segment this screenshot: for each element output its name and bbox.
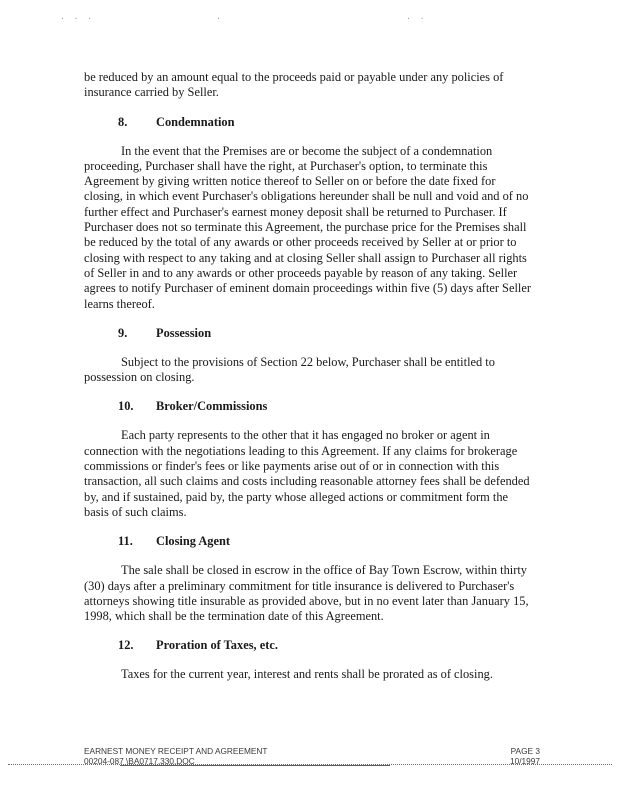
section-number: 11. — [118, 534, 133, 549]
section-paragraph: In the event that the Premises are or become the subject of a condemnation proceeding, Purchaser shall have the right, at Purchaser's option, to terminate this Agreement by giving written notice thereof to Seller on or before the date fixed for closing, in which event Purchaser's obligations hereunder shall be null and void and of no further effect and Purchaser's earnest money deposit shall be returned to Purchaser. If Purchaser does not so terminate this Agreement, the purchase price for the Premises shall be reduced by the total of any awards or other proceeds received by Seller at or prior to closing with respect to any taking and at closing Seller shall assign to Purchaser all rights of Seller in and to any awards or other proceeds payable by reason of any taking. Seller agrees to notify Purchaser of eminent domain proceedings within five (5) days after Seller learns thereof. — [84, 143, 531, 311]
scan-artifact-mid: · — [216, 14, 223, 23]
section-title: Condemnation — [156, 114, 235, 129]
footer-underline — [120, 765, 390, 766]
footer-doc-date: 10/1997 — [510, 756, 540, 766]
page-footer — [84, 746, 540, 766]
section-title: Possession — [156, 325, 212, 340]
section-number: 12. — [118, 638, 134, 653]
section-title: Proration of Taxes, etc. — [156, 638, 278, 653]
section-paragraph: Subject to the provisions of Section 22 below, Purchaser shall be entitled to possession on closing. — [84, 354, 495, 385]
section-heading-broker-commissions — [84, 399, 534, 414]
section-paragraph: The sale shall be closed in escrow in the office of Bay Town Escrow, within thirty (30) days after a preliminary commitment for title insurance is delivered to Purchaser's attorneys showing title insurable as provided above, but in no event later than January 15, 1998, which shall be the termination date of this Agreement. — [84, 563, 529, 624]
section-paragraph: Each party represents to the other that it has engaged no broker or agent in connection with the negotiations leading to this Agreement. If any claims for brokerage commissions or finder's fees or like payments arise out of or in connection with this transaction, all such claims and costs including reasonable attorney fees shall be defended by, and if sustained, paid by, the party whose alleged actions or commitment form the basis of such claims. — [84, 428, 530, 519]
footer-doc-ref: 00204-087 \BA0717.330.DOC — [84, 756, 195, 766]
section-number: 9. — [118, 325, 128, 340]
footer-page-label: PAGE 3 — [510, 746, 540, 756]
scan-artifact-right: · · — [406, 14, 427, 23]
scan-artifact-left: · · · — [60, 14, 95, 23]
section-number: 10. — [118, 399, 134, 414]
section-heading-proration — [84, 638, 534, 653]
continuation-paragraph: be reduced by an amount equal to the proceeds paid or payable under any policies of insurance carried by Seller. — [84, 70, 504, 100]
section-number: 8. — [118, 114, 128, 129]
section-title: Broker/Commissions — [156, 399, 268, 414]
section-paragraph: Taxes for the current year, interest and rents shall be prorated as of closing. — [121, 667, 493, 682]
section-heading-possession — [84, 326, 534, 341]
section-heading-condemnation — [84, 115, 534, 130]
section-heading-closing-agent — [84, 534, 534, 549]
document-body — [84, 70, 534, 683]
section-title: Closing Agent — [156, 534, 231, 549]
footer-doc-title: EARNEST MONEY RECEIPT AND AGREEMENT — [84, 746, 268, 756]
